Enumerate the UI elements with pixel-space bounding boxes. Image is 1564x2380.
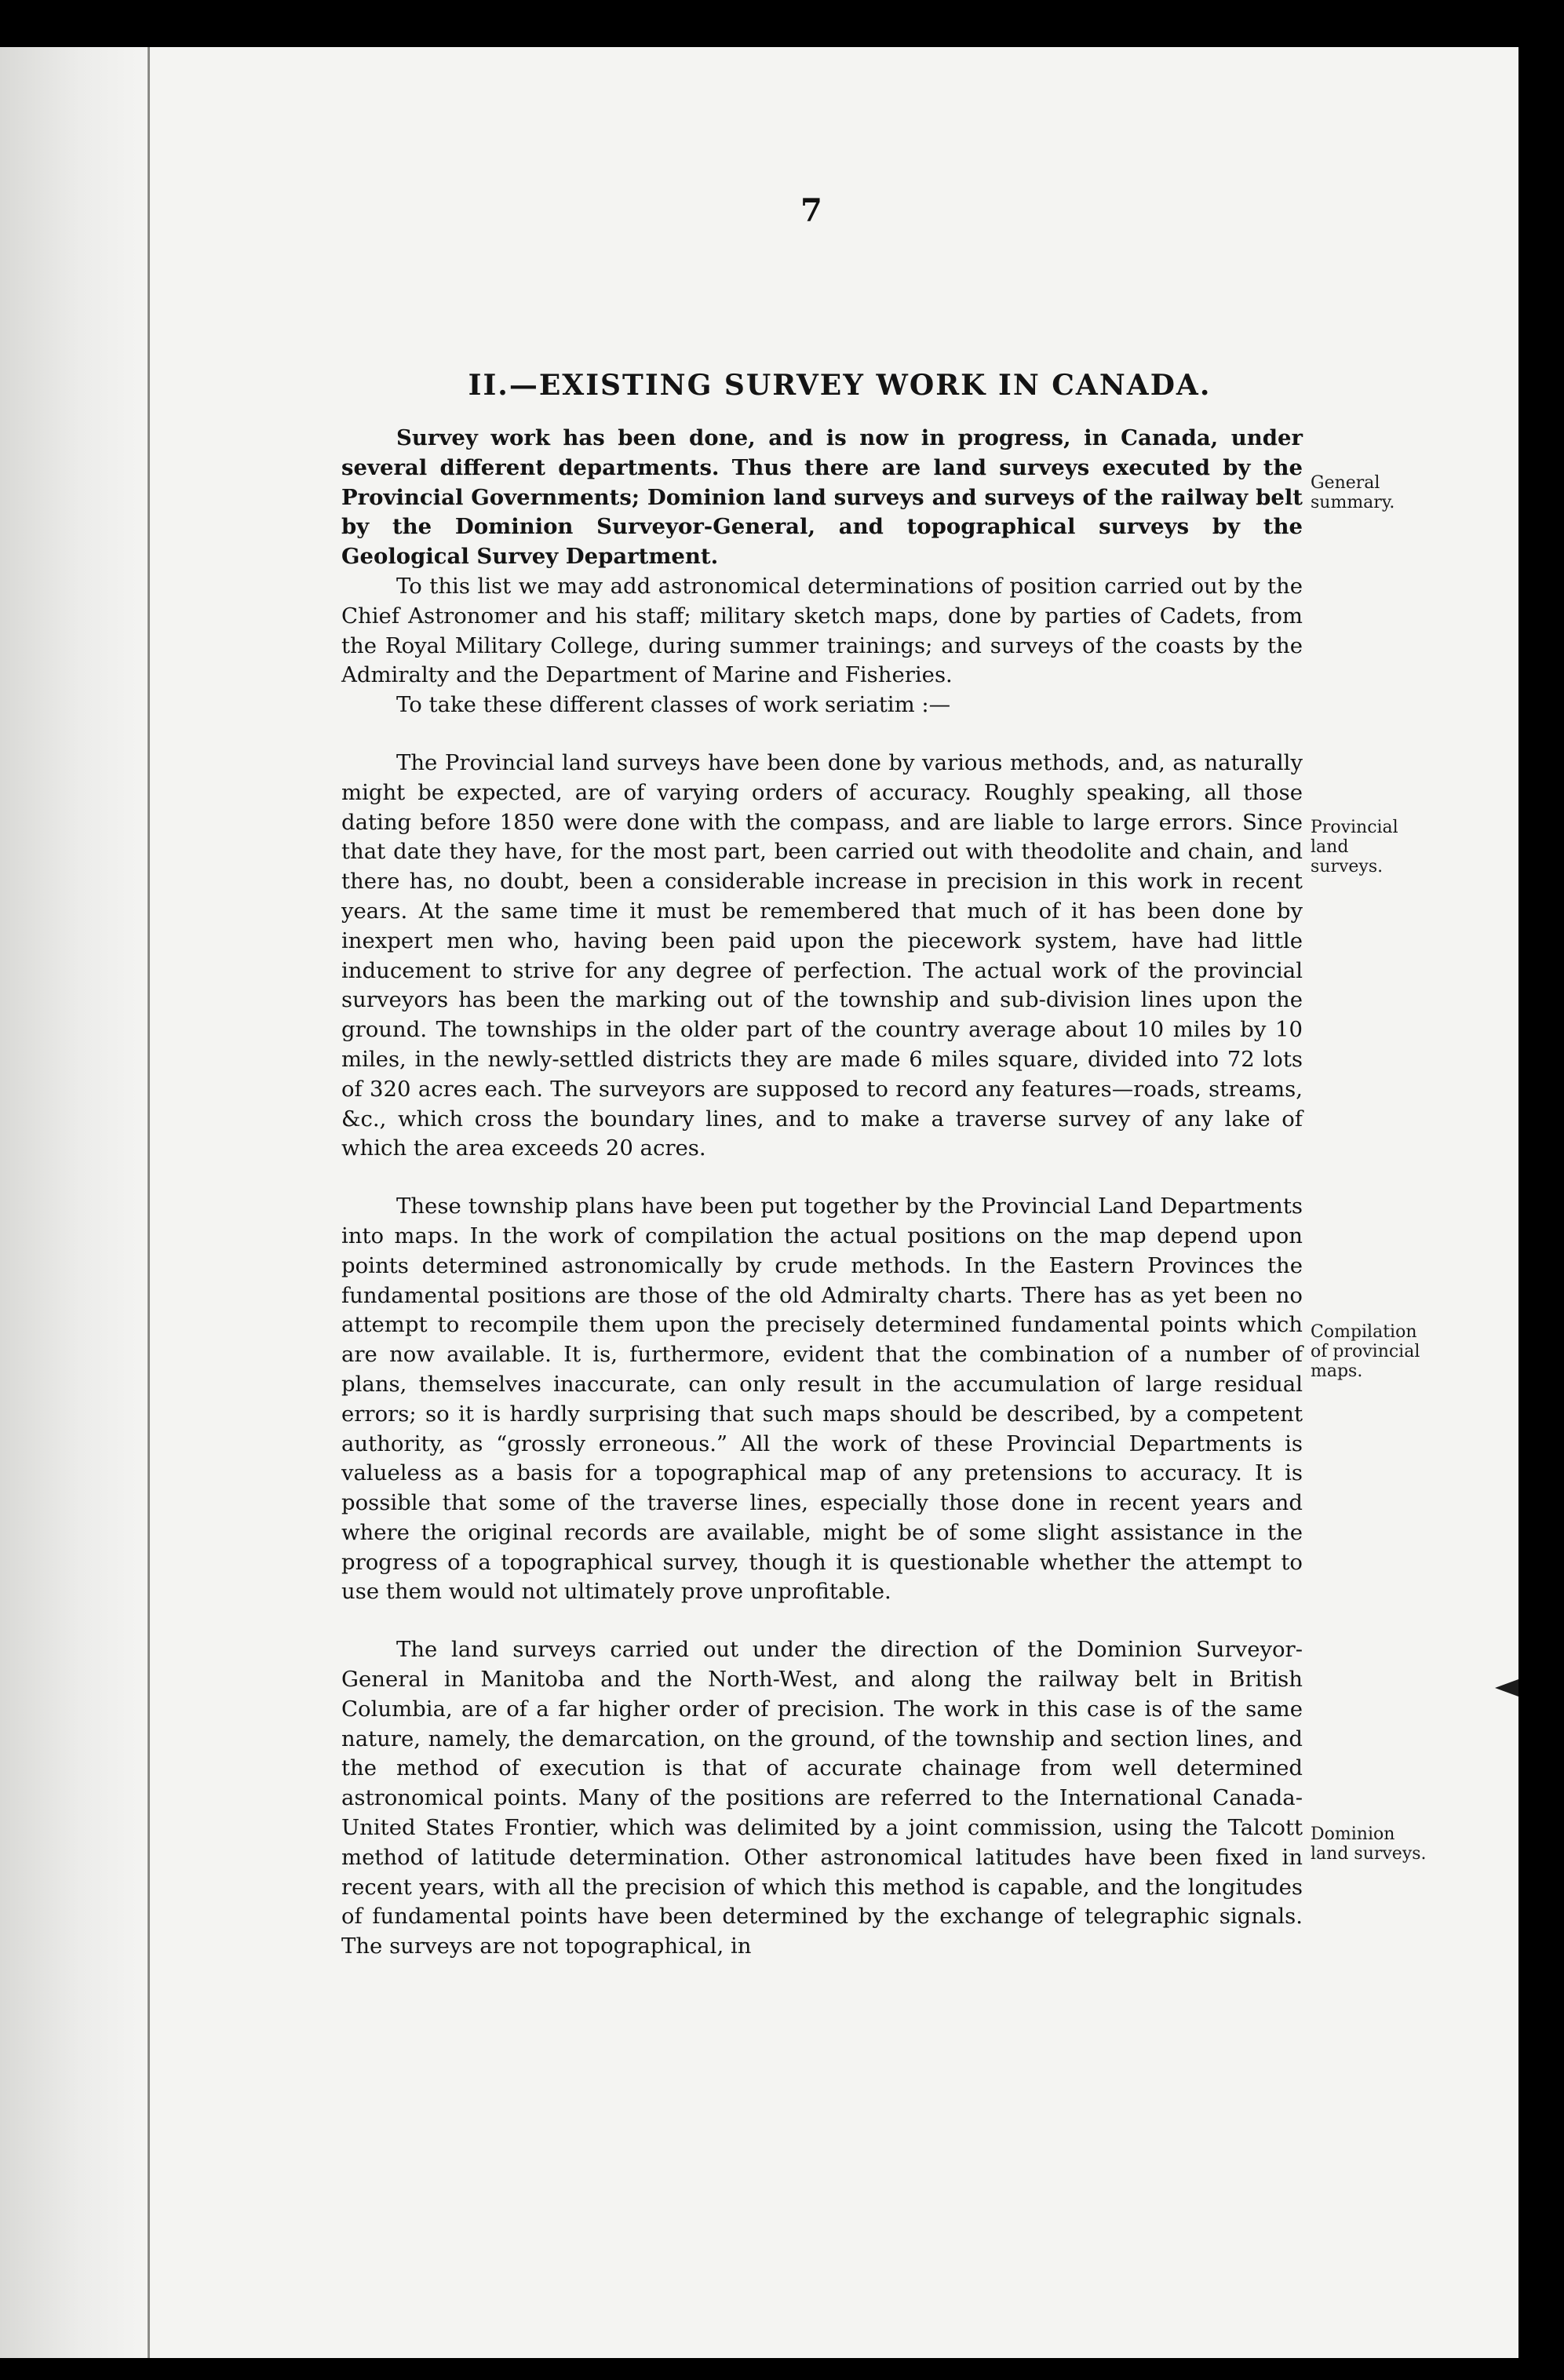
- binding-gutter: [0, 47, 145, 2358]
- margin-note-dominion-land-surveys: Dominion land surveys.: [1311, 1824, 1427, 1864]
- page-edge-arrow-icon: [1495, 1679, 1518, 1697]
- margin-note-general-summary: General summary.: [1311, 473, 1395, 512]
- body-text: [341, 424, 1303, 1962]
- paragraph-dominion-land-surveys: The land surveys carried out under the direction of the Dominion Surveyor-General in Manitoba and the North-West, and along the railway belt in British Columbia, are of a far higher order of precision. The work in this case is of the same nature, namely, the demarcation, on the ground, of the township and section lines, and the method of execution is that of accurate chainage from well determined astronomical points. Many of the positions are referred to the International Canada-United States Frontier, which was delimited by a joint commission, using the Talcott method of latitude determination. Other astronomical latitudes have been fixed in recent years, with all the precision of which this method is capable, and the longitudes of fundamental points have been determined by the exchange of telegraphic signals. The surveys are not topographical, in: [341, 1637, 1303, 1959]
- paragraph-general-summary: Survey work has been done, and is now in progress, in Canada, under several different departments. Thus there are land surveys executed by the Provincial Governments; Dominion land surveys and surveys of the railway belt by the Dominion Surveyor-General, and topographical surveys by the Geological Survey Department.: [341, 425, 1303, 570]
- paragraph-seriatim: To take these different classes of work seriatim :—: [396, 692, 951, 718]
- margin-note-provincial-land-surveys: Provincial land surveys.: [1311, 818, 1398, 877]
- page-number: 7: [800, 192, 822, 229]
- paragraph-provincial-land-surveys: The Provincial land surveys have been done by various methods, and, as naturally might be expected, are of varying orders of accuracy. Roughly speaking, all those dating before 1850 were done with the compass, and are liable to large errors. Since that date they have, for the most part, been carried out with theodolite and chain, and there has, no doubt, been a considerable increase in precision in this work in recent years. At the same time it must be remembered that much of it has been done by inexpert men who, having been paid upon the piecework system, have had little inducement to strive for any degree of perfection. The actual work of the provincial surveyors has been the marking out of the township and sub-division lines upon the ground. The townships in the older part of the country average about 10 miles by 10 miles, in the newly-settled districts they are made 6 miles square, divided into 72 lots of 320 acres each. The surveyors are supposed to record any features—roads, streams, &c., which cross the boundary lines, and to make a traverse survey of any lake of which the area exceeds 20 acres.: [341, 749, 1303, 1161]
- margin-note-compilation-provincial-maps: Compilation of provincial maps.: [1311, 1322, 1420, 1381]
- paragraph-compilation-of-maps: These township plans have been put together by the Provincial Land Departments into maps. In the work of compilation the actual positions on the map depend upon points determined astronomically by crude methods. In the Eastern Provinces the fundamental positions are those of the old Admiralty charts. There has as yet been no attempt to recompile them upon the precisely determined fundamental points which are now available. It is, furthermore, evident that the combination of a number of plans, themselves inaccurate, can only result in the accumulation of large residual errors; so it is hardly surprising that such maps should be described, by a competent authority, as “grossly erroneous.” All the work of these Provincial Departments is valueless as a basis for a topographical map of any pretensions to accuracy. It is possible that some of the traverse lines, especially those done in recent years and where the original records are available, might be of some slight assistance in the progress of a topographical survey, though it is questionable whether the attempt to use them would not ultimately prove unprofitable.: [341, 1194, 1303, 1605]
- gutter-edge-line: [148, 47, 150, 2358]
- paragraph-additional-surveys: To this list we may add astronomical determinations of position carried out by the Chief Astronomer and his staff; military sketch maps, done by parties of Cadets, from the Royal Military College, during summer trainings; and surveys of the coasts by the Admiralty and the Department of Marine and Fisheries.: [341, 573, 1303, 688]
- scanned-page: [0, 47, 1518, 2358]
- section-heading: II.—EXISTING SURVEY WORK IN CANADA.: [468, 369, 1212, 402]
